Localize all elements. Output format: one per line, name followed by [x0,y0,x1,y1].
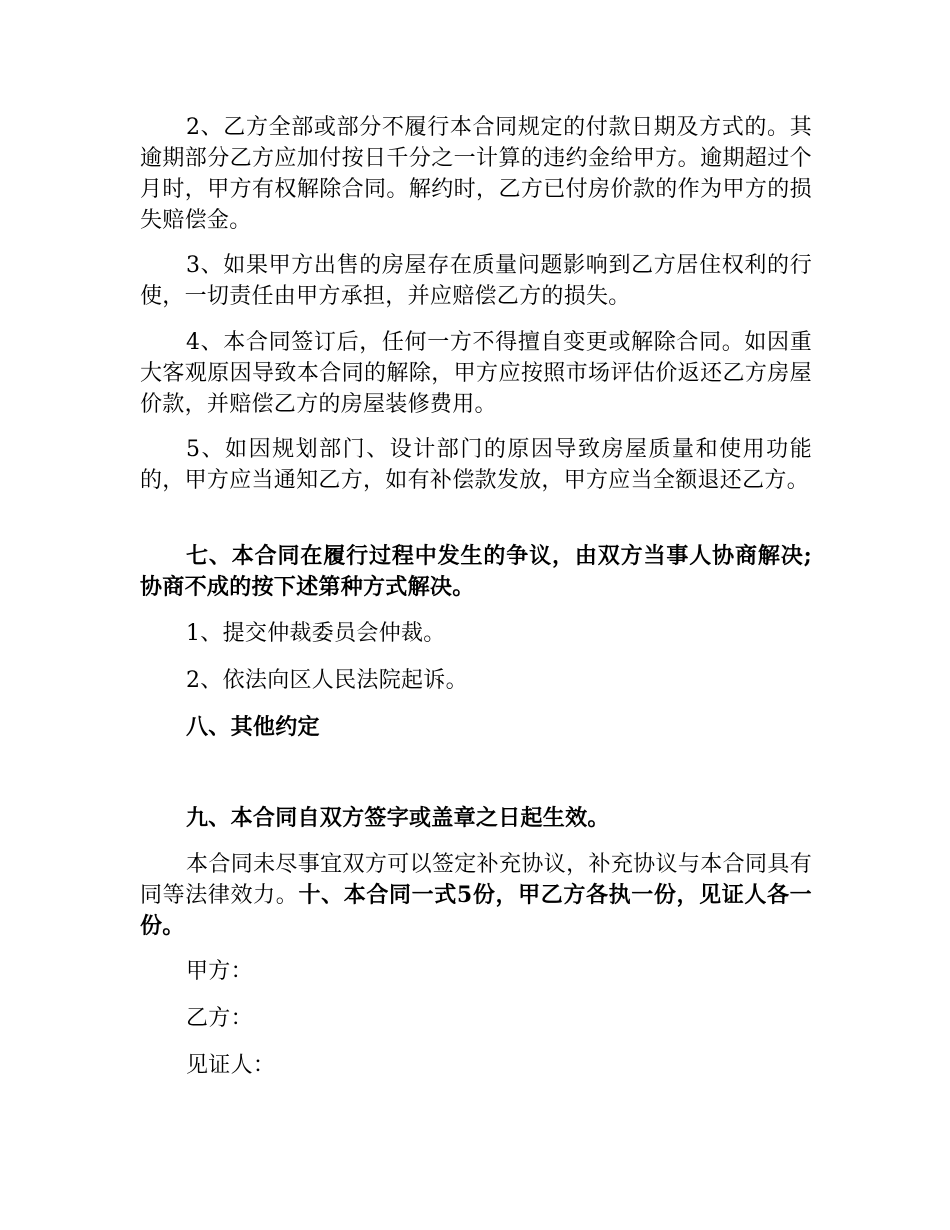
section-10-text: 十、本合同一式5份，甲乙方各执一份，见证人各一份。 [140,882,812,939]
clause-7-1: 1、提交仲裁委员会仲裁。 [186,621,446,646]
clause-7-2: 2、依法向区人民法院起诉。 [186,668,468,693]
witness-signature-label: 见证人： [186,1053,276,1078]
clause-6-2: 2、乙方全部或部分不履行本合同规定的付款日期及方式的。其逾期部分乙方应加付按日千分之一计算的违约金给甲方。逾期超过个月时，甲方有权解除合同。解约时，乙方已付房价款的作为甲方的损失赔偿金。 [140,115,812,233]
clause-6-3: 3、如果甲方出售的房屋存在质量问题影响到乙方居住权利的行使，一切责任由甲方承担，并应赔偿乙方的损失。 [140,253,812,309]
clause-6-5: 5、如因规划部门、设计部门的原因导致房屋质量和使用功能的，甲方应当通知乙方，如有补偿款发放，甲方应当全额退还乙方。 [140,437,812,493]
section-8-heading: 八、其他约定 [186,714,320,740]
section-9-10-paragraph [140,849,812,942]
section-9-body: 本合同未尽事宜双方可以签定补充协议，补充协议与本合同具有同等法律效力。 [140,852,812,908]
section-9-heading: 九、本合同自双方签字或盖章之日起生效。 [186,805,610,831]
clause-6-4: 4、本合同签订后，任何一方不得擅自变更或解除合同。如因重大客观原因导致本合同的解除，甲方应按照市场评估价返还乙方房屋价款，并赔偿乙方的房屋装修费用。 [140,330,812,417]
section-7-heading: 七、本合同在履行过程中发生的争议，由双方当事人协商解决;协商不成的按下述第种方式解决。 [140,543,812,600]
party-a-signature-label: 甲方： [186,959,253,984]
party-b-signature-label: 乙方： [186,1006,253,1031]
